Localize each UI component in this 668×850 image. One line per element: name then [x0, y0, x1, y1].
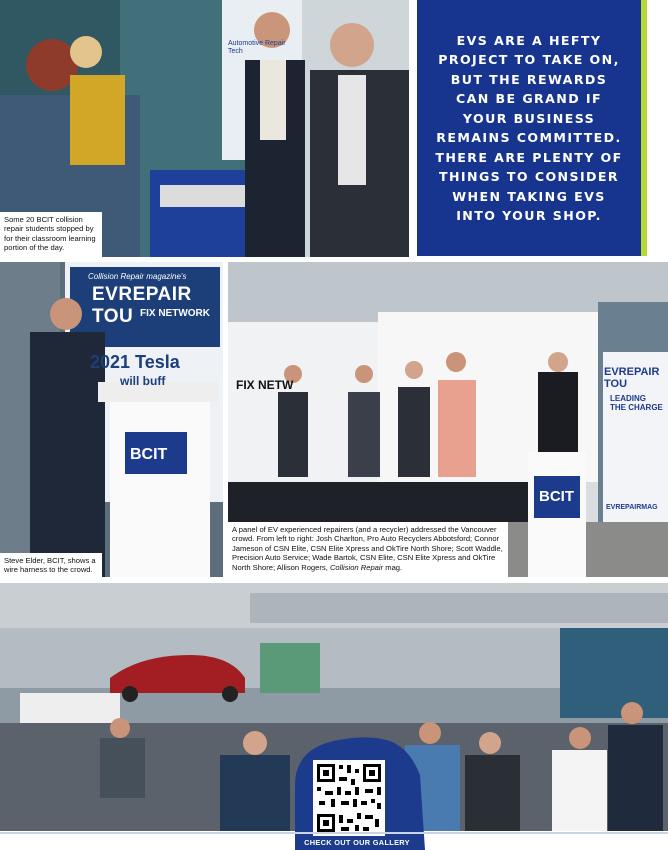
page-divider	[0, 832, 668, 834]
caption-panel	[228, 522, 508, 577]
banner-title: EVREPAIR TOU	[604, 366, 660, 390]
screen-title: EVREPAIR TOU	[92, 284, 192, 327]
podium-bcit: BCIT	[130, 446, 168, 463]
screen-brand: Collision Repair magazine's	[88, 272, 187, 281]
gallery-link[interactable]: CHECK OUT OUR GALLERY	[304, 838, 410, 847]
pull-quote-box	[417, 0, 641, 256]
screen-sub: FIX NETWORK	[140, 308, 210, 319]
banner-footer: EVREPAIRMAG	[606, 504, 658, 511]
banner-slogan: LEADING THE CHARGE	[610, 394, 663, 412]
caption-panel-text: A panel of EV experienced repairers (and a recycler) addressed the Vancouver crowd. From left to right: Josh Charlton, Pro Auto Recyclers Abbotsford; Connor Jameson of CSN Elite, CSN Elite Xpress and OkTire North Shore; Scott Waddle, Precision Auto Service; Wade Bartok, CSN Elite, CSN Elite Xpress and OkTire North Shore; Allison Rogers,	[232, 525, 503, 572]
caption-steve-elder: Steve Elder, BCIT, shows a wire harness to the crowd.	[0, 553, 102, 577]
fixnetwork-sign: FIX NETW	[236, 378, 294, 392]
screen-tesla2: will buff	[120, 374, 166, 388]
automotive-sign: Automotive Repair Tech	[228, 40, 286, 55]
podium-bcit-2: BCIT	[539, 488, 574, 505]
screen-tesla: 2021 Tesla	[90, 352, 180, 372]
photo-steve-elder	[0, 262, 223, 577]
caption-panel-end: mag.	[385, 562, 403, 572]
pull-quote-accent	[641, 0, 647, 256]
caption-panel-mag: Collision Repair	[329, 562, 384, 572]
caption-students: Some 20 BCIT collision repair students stopped by for their classroom learning portion of the day.	[0, 212, 102, 257]
pull-quote: EVS ARE A HEFTY PROJECT TO TAKE ON, BUT THE REWARDS CAN BE GRAND IF YOUR BUSINESS REMAINS COMMITTED. THERE ARE PLENTY OF THINGS TO CONSIDER WHEN TAKING EVS INTO YOUR SHOP.	[435, 32, 623, 223]
